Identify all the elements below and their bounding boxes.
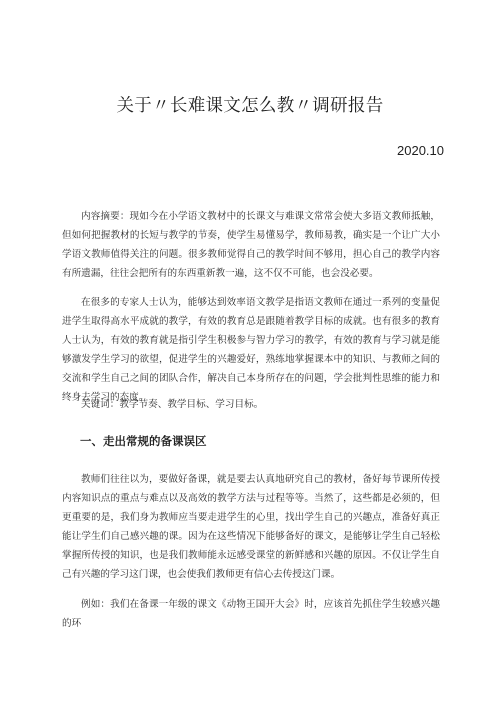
section-body-paragraph: 教师们往往以为，要做好备课，就是要去认真地研究自己的教材，备好每节课所传授内容知识点的重点与难点以及高效的教学方法与过程等等。当然了，这些都是必须的，但更重要的是，我们身为教师应当要走进学生的心里，找出学生自己的兴趣点，准备好真正能让学生们自己感兴趣的课。因为在这些情况下能够备好的课文，是能够让学生自己轻松掌握所传授的知识，也是我们教师能永远感受课堂的新鲜感和兴趣的原因。不仅让学生自己有兴趣的学习这门课，也会使我们教师更有信心去传授这门课。: [62, 474, 440, 580]
experts-paragraph: 在很多的专家人士认为，能够达到效率语文教学是指语文教师在通过一系列的变量促进学生取得高水平成就的教学，有效的教育总是跟随着教学目标的成就。也有很多的教育人士认为，有效的教育就是指引学生积极参与智力学习的教学，有效的教育与学习就是能够激发学生学习的欲望，促进学生的兴趣爱好，熟练地掌握课本中的知识、与教师之间的交流和学生自己之间的团队合作，解决自己本身所存在的问题，学会批判性思维的能力和终身去学习的态度。: [62, 297, 440, 403]
keywords-paragraph: 关键词：教学节奏、教学目标、学习目标。: [81, 399, 264, 410]
document-title: 关于〃长难课文怎么教〃调研报告: [116, 96, 384, 116]
abstract-paragraph: 内容摘要：现如今在小学语文教材中的长课文与难课文常常会使大多语文教师抵触，但如何把握教材的长短与教学的节奏，使学生易懂易学，教师易教，确实是一个让广大小学语文教师值得关注的问题。很多教师觉得自己的教学时间不够用，担心自己的教学内容有所遗漏，往往会把所有的东西重新教一遍，这不仅不可能，也会没必要。: [62, 211, 440, 279]
section-heading: 一、走出常规的备课误区: [80, 434, 207, 448]
report-date: 2020.10: [397, 143, 444, 158]
example-paragraph: 例如：我们在备课一年级的课文《动物王国开大会》时，应该首先抓住学生较感兴趣的环: [62, 599, 440, 629]
